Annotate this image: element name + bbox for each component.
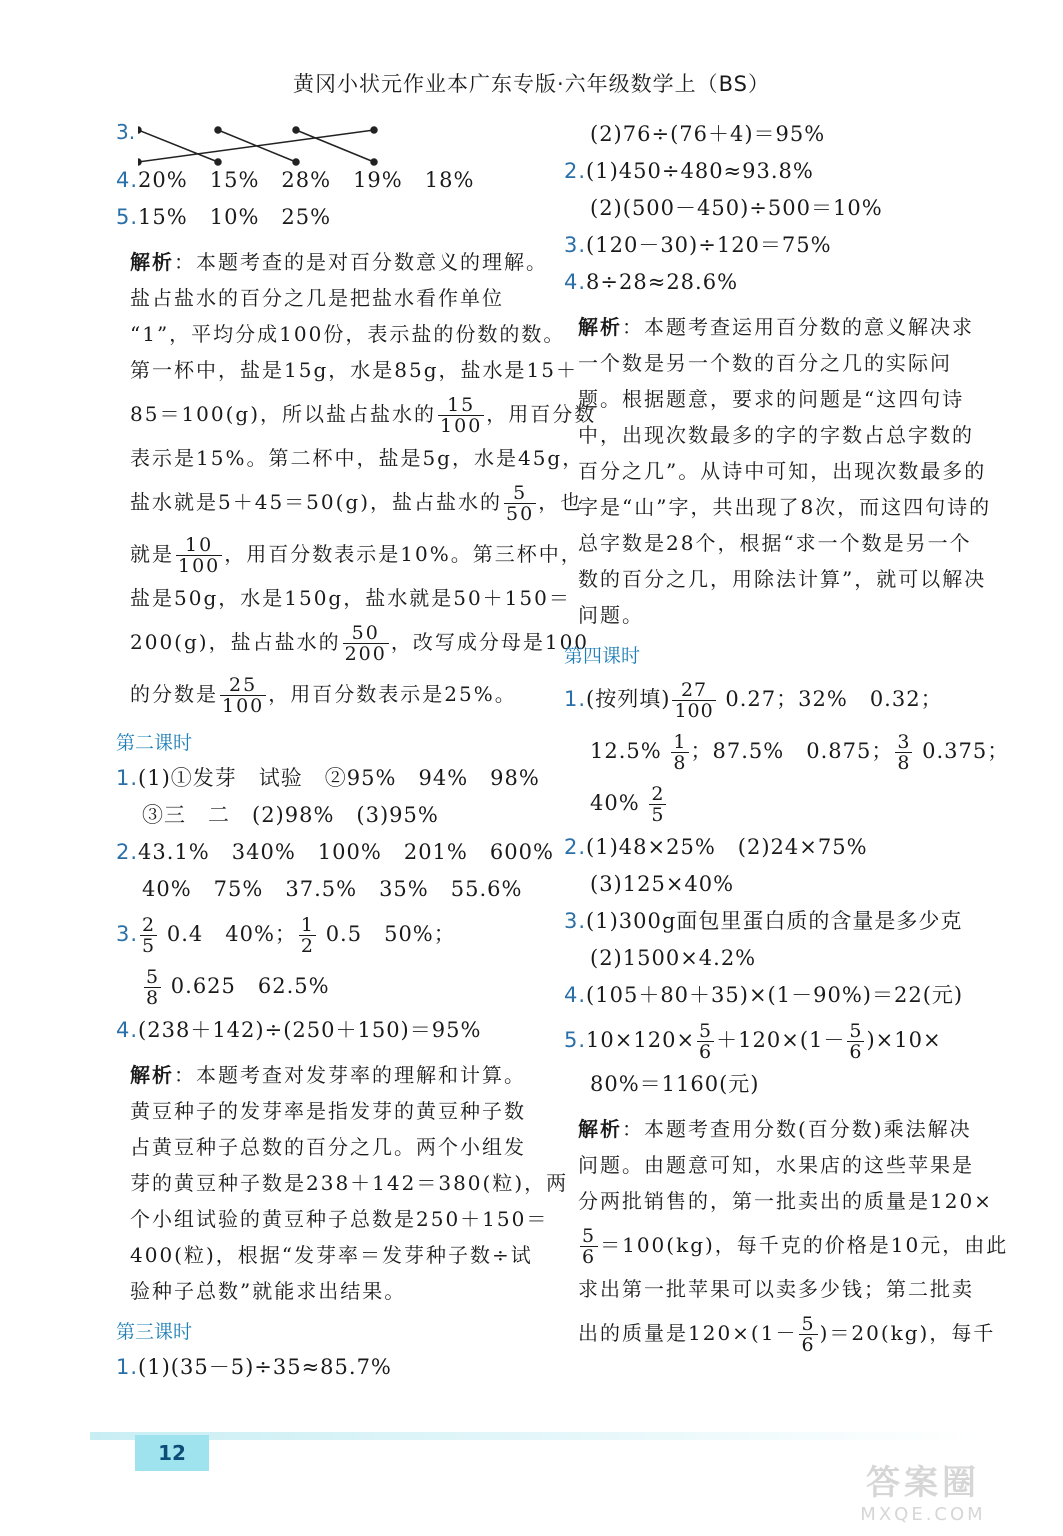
explanation-text: ＝100(kg)，每千克的价格是10元，由此: [600, 1233, 1009, 1257]
answer-text: ；87.5% 0.875；: [690, 739, 894, 763]
explanation-label: 解析: [578, 1117, 622, 1141]
denominator: 50: [506, 503, 535, 525]
answer-text: (2)(500－450)÷500＝10%: [590, 196, 883, 220]
answer-text: (1)48×25% (2)24×75%: [586, 835, 868, 859]
explanation-text: 就是: [130, 542, 174, 566]
explanation-text: 验种子总数”就能求出结果。: [130, 1279, 407, 1303]
denominator: 100: [222, 695, 265, 717]
section-heading: 第四课时: [564, 645, 641, 667]
explanation-text: 百分之几”。从诗中可知，出现次数最多的: [578, 459, 987, 483]
fraction: [176, 535, 222, 576]
question-number: 2.: [564, 159, 587, 183]
explanation-text: ，用百分数: [486, 402, 597, 426]
denominator: 100: [178, 555, 221, 577]
explanation-text: 盐占盐水的百分之几是把盐水看作单位: [130, 286, 504, 310]
answer-text: 80%＝1160(元): [590, 1072, 760, 1096]
question-number: 5.: [564, 1028, 587, 1052]
explanation-label: 解析: [578, 315, 622, 339]
explanation-text: 出的质量是120×(1－: [578, 1321, 798, 1345]
answer-text: (105＋80＋35)×(1－90%)＝22(元): [586, 983, 964, 1007]
fraction: [299, 915, 316, 956]
answer-text: 0.625 62.5%: [170, 974, 330, 998]
numerator: 5: [146, 966, 160, 988]
watermark-logo: [823, 1462, 1023, 1532]
explanation-text: 中，出现次数最多的字的字数占总字数的: [578, 423, 974, 447]
denominator: 5: [142, 935, 156, 957]
explanation-text: “1”，平均分成100份，表示盐的份数的数。: [130, 322, 566, 346]
explanation-block: [578, 1111, 1009, 1359]
explanation-text: 题。根据题意，要求的问题是“这四句诗: [578, 387, 965, 411]
explanation-text: 盐水就是5＋45＝50(g)，盐占盐水的: [130, 490, 503, 514]
explanation-line: [130, 616, 590, 668]
section-heading: 第二课时: [116, 732, 193, 754]
explanation-text: 黄豆种子的发芽率是指发芽的黄豆种子数: [130, 1099, 526, 1123]
watermark-url: MXQE.COM: [860, 1504, 986, 1525]
question-number: 4.: [564, 983, 587, 1007]
answer-text: 10×120×: [586, 1028, 696, 1052]
answer-text: 12.5%: [590, 739, 662, 763]
right-column: [564, 116, 1010, 1365]
explanation-text: ：本题考查运用百分数的意义解决求: [622, 315, 974, 339]
explanation-line: [130, 388, 597, 440]
explanation-text: 占黄豆种子总数的百分之几。两个小组发: [130, 1135, 526, 1159]
answer-line: [564, 153, 994, 190]
numerator: 5: [699, 1020, 713, 1042]
denominator: 8: [146, 987, 160, 1009]
answer-line: [564, 227, 994, 264]
answer-text: 43.1% 340% 100% 201% 600%: [138, 840, 554, 864]
answer-text: (2)1500×4.2%: [590, 946, 757, 970]
explanation-text: 第一杯中，盐是15g，水是85g，盐水是15＋: [130, 358, 578, 382]
explanation-line: [578, 1219, 1009, 1271]
question-number: 2.: [116, 840, 139, 864]
explanation-text: 数的百分之几，用除法计算”，就可以解决: [578, 567, 987, 591]
left-column: [116, 116, 597, 1386]
explanation-text: 求出第一批苹果可以卖多少钱；第二批卖: [578, 1277, 974, 1301]
explanation-text: 200(g)，盐占盐水的: [130, 630, 341, 654]
fraction: [697, 1021, 714, 1062]
explanation-text: ：本题考查的是对百分数意义的理解。: [174, 250, 548, 274]
answer-line: [564, 777, 994, 829]
explanation-text: ：本题考查用分数(百分数)乘法解决: [622, 1117, 972, 1141]
section-heading: 第三课时: [116, 1321, 193, 1343]
denominator: 8: [897, 752, 911, 774]
explanation-text: ，用百分数表示是25%。: [268, 682, 517, 706]
denominator: 6: [699, 1041, 713, 1063]
explanation-text: 的分数是: [130, 682, 218, 706]
fraction: [144, 967, 161, 1008]
numerator: 50: [343, 623, 389, 644]
explanation-text: 个小组试验的黄豆种子总数是250＋150＝: [130, 1207, 549, 1231]
answer-text: 40%: [590, 791, 640, 815]
denominator: 100: [440, 415, 483, 437]
fraction: [671, 732, 688, 773]
question-number: 1.: [564, 687, 587, 711]
explanation-text: 字是“山”字，共出现了8次，而这四句诗的: [578, 495, 992, 519]
answer-text: ③三 二 (2)98% (3)95%: [142, 803, 439, 827]
denominator: 2: [300, 935, 314, 957]
question-number: 4.: [116, 168, 139, 192]
answer-text: 0.4 40%；: [166, 922, 297, 946]
answer-line: [116, 834, 554, 871]
answer-line: [116, 960, 536, 1012]
fraction: [343, 623, 389, 664]
answer-text: 0.375；: [922, 739, 1010, 763]
explanation-line: [130, 476, 583, 528]
fraction: [649, 784, 666, 825]
page-number: 12: [135, 1435, 209, 1471]
explanation-block: [578, 309, 994, 633]
fraction: [895, 732, 912, 773]
watermark-title: 答案圈: [866, 1463, 980, 1503]
answer-line: [564, 673, 994, 725]
answer-text: (1)(35－5)÷35≈85.7%: [138, 1355, 392, 1379]
explanation-text: 表示是15%。第二杯中，盐是5g，水是45g，: [130, 446, 585, 470]
fraction: [672, 680, 715, 721]
explanation-text: 总字数是28个，根据“求一个数是另一个: [578, 531, 972, 555]
question-number: 1.: [116, 766, 139, 790]
answer-text: (120－30)÷120＝75%: [586, 233, 832, 257]
answer-line: [564, 977, 994, 1014]
denominator: 100: [674, 700, 714, 722]
fraction: [438, 395, 484, 436]
question-number: 1.: [116, 1355, 139, 1379]
answer-text: 0.5 50%；: [325, 922, 456, 946]
denominator: 6: [801, 1334, 816, 1356]
explanation-line: [130, 668, 536, 720]
denominator: 200: [344, 643, 387, 665]
numerator: 5: [582, 1225, 597, 1247]
question-number: 4.: [564, 270, 587, 294]
explanation-text: 问题。由题意可知，水果店的这些苹果是: [578, 1153, 974, 1177]
answer-line: [116, 908, 536, 960]
explanation-text: )＝20(kg)，每千: [819, 1321, 996, 1345]
numerator: 10: [176, 535, 222, 556]
explanation-label: 解析: [130, 250, 174, 274]
denominator: 6: [849, 1041, 863, 1063]
answer-text: ＋120×(1－: [716, 1028, 846, 1052]
numerator: 27: [672, 680, 715, 701]
fraction: [140, 915, 157, 956]
explanation-line: [130, 528, 583, 580]
explanation-block: [130, 1057, 569, 1309]
answer-text: (1)450÷480≈93.8%: [586, 159, 814, 183]
answer-line: [116, 199, 536, 236]
fraction: [504, 483, 536, 524]
explanation-text: 400(粒)，根据“发芽率＝发芽种子数÷试: [130, 1243, 533, 1267]
denominator: 5: [651, 804, 665, 826]
answer-line: [564, 264, 994, 301]
footer-divider: [90, 1432, 980, 1440]
answer-line: [564, 903, 994, 940]
answer-text: (1)①发芽 试验 ②95% 94% 98%: [138, 766, 540, 790]
answer-line: [116, 1349, 536, 1386]
explanation-text: ：本题考查对发芽率的理解和计算。: [174, 1063, 526, 1087]
denominator: 6: [582, 1246, 597, 1268]
explanation-block: [130, 244, 597, 720]
question-number: 5.: [116, 205, 139, 229]
explanation-text: 85＝100(g)，所以盐占盐水的: [130, 402, 437, 426]
question-number: 3.: [564, 909, 587, 933]
numerator: 5: [801, 1313, 816, 1335]
explanation-text: 芽的黄豆种子数是238＋142＝380(粒)，两: [130, 1171, 569, 1195]
answer-text: (1)300g面包里蛋白质的含量是多少克: [586, 909, 963, 933]
answer-text: (2)76÷(76＋4)＝95%: [590, 122, 826, 146]
numerator: 15: [438, 395, 484, 416]
numerator: 1: [673, 731, 687, 753]
answer-text: )×10×: [866, 1028, 942, 1052]
explanation-text: 一个数是另一个数的百分之几的实际问: [578, 351, 952, 375]
numerator: 1: [300, 914, 314, 936]
fraction: [799, 1314, 817, 1355]
answer-line: [116, 760, 540, 797]
answer-text: 15% 10% 25%: [138, 205, 332, 229]
matching-question: [116, 116, 536, 162]
numerator: 2: [651, 783, 665, 805]
answer-line: [564, 725, 1010, 777]
question-number: 2.: [564, 835, 587, 859]
answer-text: 40% 75% 37.5% 35% 55.6%: [142, 877, 523, 901]
explanation-label: 解析: [130, 1063, 174, 1087]
matching-lines-diagram: [138, 124, 398, 170]
denominator: 8: [673, 752, 687, 774]
fraction: [847, 1021, 864, 1062]
answer-line: [564, 829, 994, 866]
numerator: 2: [142, 914, 156, 936]
answer-line: [116, 1012, 536, 1049]
explanation-text: 问题。: [578, 603, 644, 627]
answer-text: 8÷28≈28.6%: [586, 270, 739, 294]
answer-text: 20% 15% 28% 19% 18%: [138, 168, 475, 192]
page-header: 黄冈小状元作业本广东专版·六年级数学上（BS）: [292, 72, 771, 96]
explanation-text: 分两批销售的，第一批卖出的质量是120×: [578, 1189, 993, 1213]
question-number: 4.: [116, 1018, 139, 1042]
numerator: 25: [220, 675, 266, 696]
numerator: 5: [504, 483, 536, 504]
explanation-text: ，也: [538, 490, 583, 514]
explanation-text: ，改写成分母是100: [390, 630, 590, 654]
fraction: [220, 675, 266, 716]
answer-text: (3)125×40%: [590, 872, 735, 896]
numerator: 3: [897, 731, 911, 753]
explanation-text: 盐是50g，水是150g，盐水就是50＋150＝: [130, 586, 571, 610]
explanation-text: ，用百分数表示是10%。第三杯中，: [224, 542, 583, 566]
question-number: 3.: [116, 120, 136, 144]
answer-text: 0.27；32% 0.32；: [725, 687, 943, 711]
question-number: 3.: [564, 233, 587, 257]
answer-line: [564, 1014, 994, 1066]
question-number: 3.: [116, 922, 139, 946]
numerator: 5: [849, 1020, 863, 1042]
answer-text: (按列填): [586, 687, 671, 711]
explanation-line: [578, 1307, 994, 1359]
answer-text: (238＋142)÷(250＋150)＝95%: [138, 1018, 482, 1042]
fraction: [580, 1226, 598, 1267]
